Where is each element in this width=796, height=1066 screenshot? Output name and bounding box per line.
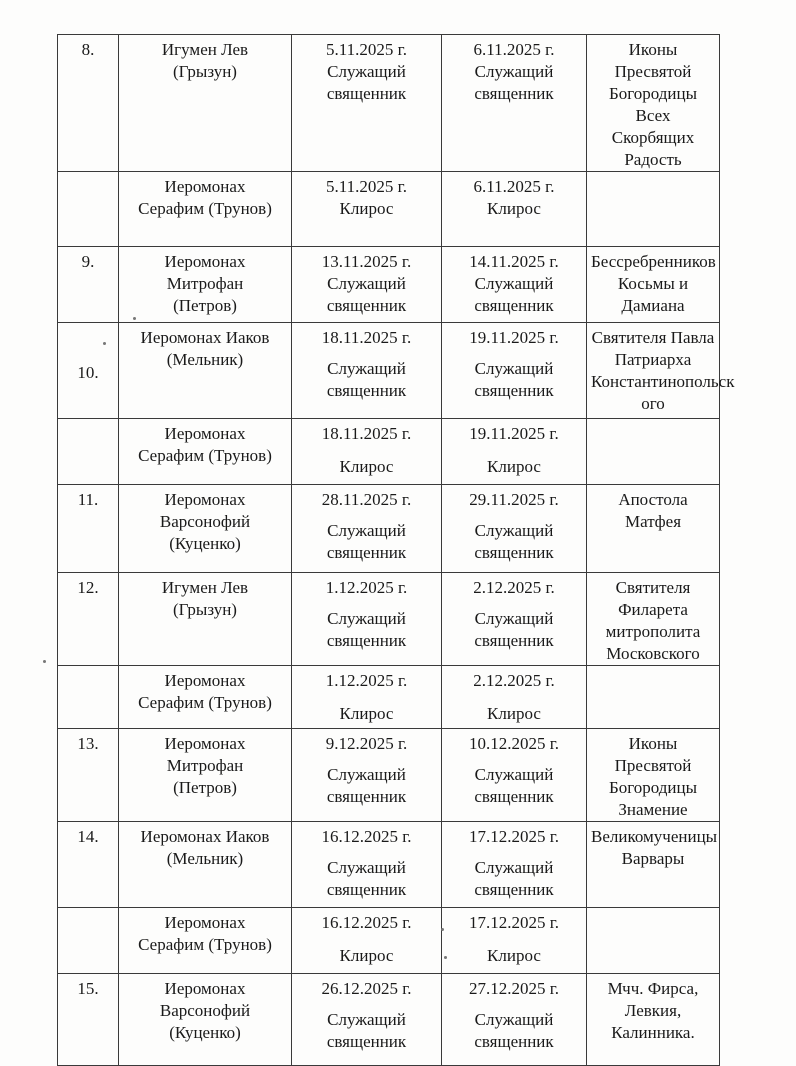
feast-name-line: Скорбящих Радость (611, 128, 695, 169)
feast-name-line: Богородицы Всех (608, 84, 698, 125)
spacer (446, 1000, 582, 1009)
clergy-name-line: Игумен Лев (161, 40, 249, 59)
service-role: Служащий (327, 62, 406, 81)
clergy-name-line: (Куценко) (169, 534, 241, 553)
service-day-2 (442, 323, 587, 419)
service-day-1 (292, 908, 442, 974)
spacer (446, 934, 582, 945)
feast-name-line: Богородицы (608, 778, 698, 797)
feast-name-line: Московского (606, 644, 700, 663)
feast-name-line: Патриарха (614, 350, 692, 369)
feast-name (587, 419, 720, 485)
clergy-name-line: (Мельник) (166, 350, 244, 369)
spacer (296, 349, 437, 358)
row-number: 9. (58, 247, 119, 323)
service-date: 27.12.2025 г. (468, 979, 560, 998)
service-role: священник (474, 296, 554, 315)
table-row (58, 822, 720, 908)
clergy-name (119, 729, 292, 822)
clergy-name-line: Серафим (Трунов) (138, 935, 272, 954)
feast-name (587, 573, 720, 666)
clergy-name (119, 323, 292, 419)
service-role: священник (326, 381, 407, 400)
service-day-2 (442, 729, 587, 822)
service-role: священник (474, 84, 554, 103)
scan-speck (43, 660, 46, 663)
feast-name-line: Левкия, Калинника. (611, 1001, 695, 1042)
feast-name (587, 172, 720, 247)
clergy-name (119, 485, 292, 573)
feast-name-line: Мчч. Фирса, (607, 979, 699, 998)
service-date: 14.11.2025 г. (469, 252, 559, 271)
scan-speck (133, 317, 136, 320)
clergy-name (119, 822, 292, 908)
service-role: священник (474, 381, 554, 400)
service-date: 29.11.2025 г. (469, 490, 559, 509)
feast-name (587, 974, 720, 1066)
feast-name-line: митрополита (605, 622, 701, 641)
table-row (58, 323, 720, 419)
service-day-1 (292, 822, 442, 908)
service-day-1 (292, 485, 442, 573)
clergy-name (119, 35, 292, 172)
service-date: 2.12.2025 г. (473, 671, 555, 690)
service-date: 1.12.2025 г. (325, 578, 408, 597)
service-role: Служащий (474, 274, 554, 293)
spacer (446, 349, 582, 358)
feast-name-line: Косьмы и Дамиана (617, 274, 689, 315)
feast-name-line: Знамение (618, 800, 688, 819)
clergy-name-line: (Мельник) (166, 849, 244, 868)
service-date: 13.11.2025 г. (321, 252, 412, 271)
service-role: Клирос (487, 946, 541, 965)
row-number (58, 908, 119, 974)
table-row (58, 974, 720, 1066)
feast-name-line: ого (641, 394, 665, 413)
feast-name-line: Великомученицы (591, 827, 718, 846)
service-day-1 (292, 974, 442, 1066)
feast-name-line: Бессребренников (591, 252, 716, 271)
service-role: Служащий (474, 765, 554, 784)
clergy-name-line: Иеромонах (164, 490, 246, 509)
service-role: священник (474, 1032, 554, 1051)
service-role: священник (474, 631, 554, 650)
schedule-body (58, 35, 735, 1066)
clergy-name-line: (Петров) (173, 778, 237, 797)
scan-speck (444, 956, 447, 959)
service-date: 17.12.2025 г. (468, 913, 560, 932)
service-role: Служащий (474, 1010, 554, 1029)
feast-name (587, 729, 720, 822)
row-number (58, 419, 119, 485)
feast-name (587, 908, 720, 974)
service-date: 17.12.2025 г. (468, 827, 560, 846)
service-role: священник (474, 880, 554, 899)
table-row (58, 172, 720, 247)
clergy-name-line: Митрофан (166, 274, 244, 293)
service-date: 26.12.2025 г. (321, 979, 412, 998)
service-date: 5.11.2025 г. (326, 177, 407, 196)
service-day-2 (442, 247, 587, 323)
clergy-name-line: Иеромонах (164, 424, 246, 443)
feast-name (587, 35, 720, 172)
clergy-name (119, 573, 292, 666)
table-row (58, 908, 720, 974)
row-number: 11. (58, 485, 119, 573)
service-day-2 (442, 172, 587, 247)
table-row (58, 485, 720, 573)
clergy-name-line: Иеромонах Иаков (140, 328, 270, 347)
service-role: Клирос (339, 946, 394, 965)
spacer (446, 599, 582, 608)
service-day-1 (292, 729, 442, 822)
service-day-2 (442, 573, 587, 666)
spacer (446, 511, 582, 520)
feast-name-line: Святителя Филарета (615, 578, 691, 619)
service-role: священник (474, 543, 554, 562)
service-role: Служащий (327, 1010, 406, 1029)
clergy-name-line: Серафим (Трунов) (138, 446, 272, 465)
service-date: 18.11.2025 г. (321, 424, 412, 443)
spacer (296, 755, 437, 764)
feast-name (587, 247, 720, 323)
service-date: 6.11.2025 г. (473, 40, 555, 59)
service-role: Клирос (339, 457, 394, 476)
service-date: 28.11.2025 г. (321, 490, 412, 509)
service-role: священник (326, 1032, 407, 1051)
service-day-1 (292, 666, 442, 729)
clergy-name-line: Варсонофий (159, 1001, 251, 1020)
clergy-name-line: Иеромонах (164, 671, 246, 690)
clergy-name-line: Иеромонах Иаков (140, 827, 270, 846)
service-date: 10.12.2025 г. (468, 734, 560, 753)
table-row (58, 247, 720, 323)
service-role: Служащий (474, 609, 554, 628)
spacer (296, 1000, 437, 1009)
row-number: 15. (58, 974, 119, 1066)
table-row (58, 35, 720, 172)
clergy-name (119, 419, 292, 485)
service-day-2 (442, 974, 587, 1066)
service-role: священник (474, 787, 554, 806)
spacer (446, 692, 582, 703)
feast-name-line: Варвары (621, 849, 685, 868)
row-number: 8. (58, 35, 119, 172)
spacer (296, 445, 437, 456)
clergy-name (119, 908, 292, 974)
service-role: Служащий (474, 62, 554, 81)
row-number: 10. (58, 323, 119, 419)
service-role: священник (326, 880, 407, 899)
service-role: Служащий (474, 359, 554, 378)
clergy-name-line: (Грызун) (173, 62, 237, 81)
service-role: священник (326, 631, 407, 650)
feast-name (587, 822, 720, 908)
service-day-2 (442, 419, 587, 485)
feast-name (587, 323, 735, 419)
service-role: Служащий (327, 765, 406, 784)
table-row (58, 573, 720, 666)
service-role: священник (326, 543, 407, 562)
spacer (446, 445, 582, 456)
clergy-name-line: Серафим (Трунов) (138, 199, 272, 218)
row-number (58, 666, 119, 729)
service-role: Служащий (474, 521, 554, 540)
table-row (58, 419, 720, 485)
clergy-name (119, 172, 292, 247)
scan-speck (103, 342, 106, 345)
service-role: Служащий (327, 359, 406, 378)
row-number (58, 172, 119, 247)
service-role: Клирос (487, 199, 541, 218)
feast-name (587, 485, 720, 573)
table-row (58, 729, 720, 822)
clergy-name-line: Иеромонах (164, 913, 246, 932)
service-date: 16.12.2025 г. (321, 913, 412, 932)
service-date: 19.11.2025 г. (469, 424, 559, 443)
clergy-name-line: Иеромонах (164, 734, 246, 753)
service-schedule-table (57, 34, 735, 1066)
clergy-name-line: Митрофан (166, 756, 244, 775)
feast-name-line: Апостола Матфея (618, 490, 688, 531)
service-role: Клирос (339, 199, 394, 218)
service-role: Клирос (487, 704, 541, 723)
service-role: Служащий (327, 274, 406, 293)
service-date: 2.12.2025 г. (473, 578, 555, 597)
feast-name-line: Иконы Пресвятой (614, 40, 692, 81)
service-role: Клирос (487, 457, 541, 476)
service-day-1 (292, 573, 442, 666)
clergy-name-line: (Грызун) (173, 600, 237, 619)
service-day-2 (442, 666, 587, 729)
service-day-2 (442, 908, 587, 974)
service-date: 5.11.2025 г. (326, 40, 407, 59)
service-role: Служащий (474, 858, 554, 877)
table-row (58, 666, 720, 729)
spacer (296, 599, 437, 608)
row-number: 13. (58, 729, 119, 822)
row-number: 12. (58, 573, 119, 666)
clergy-name-line: Игумен Лев (161, 578, 249, 597)
service-day-2 (442, 485, 587, 573)
service-role: Служащий (327, 858, 406, 877)
service-day-1 (292, 35, 442, 172)
service-day-1 (292, 419, 442, 485)
service-date: 1.12.2025 г. (325, 671, 408, 690)
service-role: Служащий (327, 521, 406, 540)
spacer (296, 692, 437, 703)
service-day-2 (442, 35, 587, 172)
spacer (296, 934, 437, 945)
clergy-name (119, 666, 292, 729)
service-role: священник (326, 296, 407, 315)
feast-name-line: Иконы Пресвятой (614, 734, 692, 775)
clergy-name (119, 247, 292, 323)
service-date: 18.11.2025 г. (321, 328, 412, 347)
service-date: 6.11.2025 г. (473, 177, 555, 196)
spacer (296, 511, 437, 520)
service-day-1 (292, 323, 442, 419)
clergy-name-line: (Куценко) (169, 1023, 241, 1042)
service-role: священник (326, 787, 407, 806)
service-day-1 (292, 172, 442, 247)
row-number: 14. (58, 822, 119, 908)
spacer (446, 848, 582, 857)
clergy-name-line: Иеромонах (164, 177, 246, 196)
service-date: 16.12.2025 г. (321, 827, 412, 846)
clergy-name-line: Иеромонах (164, 979, 246, 998)
clergy-name (119, 974, 292, 1066)
service-role: священник (326, 84, 407, 103)
clergy-name-line: (Петров) (173, 296, 237, 315)
feast-name-line: Святителя Павла (591, 328, 715, 347)
clergy-name-line: Иеромонах (164, 252, 246, 271)
service-date: 19.11.2025 г. (469, 328, 559, 347)
clergy-name-line: Серафим (Трунов) (138, 693, 272, 712)
clergy-name-line: Варсонофий (159, 512, 251, 531)
spacer (446, 755, 582, 764)
spacer (296, 848, 437, 857)
feast-name (587, 666, 720, 729)
service-day-2 (442, 822, 587, 908)
service-role: Клирос (339, 704, 394, 723)
scan-speck (441, 928, 444, 931)
service-day-1 (292, 247, 442, 323)
service-role: Служащий (327, 609, 406, 628)
feast-name-line: Константинопольск (591, 372, 735, 391)
service-date: 9.12.2025 г. (325, 734, 408, 753)
